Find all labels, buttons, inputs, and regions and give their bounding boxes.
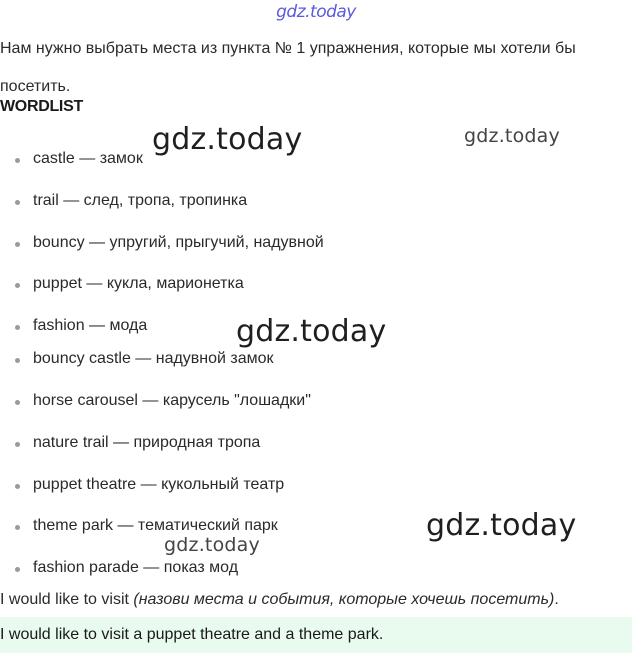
watermark: gdz.today [152, 122, 303, 157]
list-item-text: horse carousel — карусель "лошадки" [33, 392, 311, 409]
bullet-icon [15, 567, 20, 572]
bullet-icon [15, 242, 20, 247]
answer-box [0, 617, 632, 653]
intro-text: Нам нужно выбрать места из пункта № 1 упражнения, которые мы хотели бы посетить. [0, 40, 576, 95]
site-logo[interactable]: gdz.today [276, 2, 356, 22]
answer-text: I would like to visit a puppet theatre and a theme park. [0, 626, 384, 643]
bullet-icon [15, 484, 20, 489]
list-item-text: castle — замок [33, 150, 143, 167]
watermark: gdz.today [164, 534, 260, 556]
task-hint: (назови места и события, которые хочешь посетить) [133, 591, 555, 608]
list-item-text: puppet theatre — кукольный театр [33, 476, 285, 493]
watermark: gdz.today [236, 314, 387, 349]
task-tail: . [554, 591, 559, 608]
list-item-text: bouncy castle — надувной замок [33, 350, 274, 367]
list-item-text: puppet — кукла, марионетка [33, 275, 244, 292]
bullet-icon [15, 525, 20, 530]
bullet-icon [15, 283, 20, 288]
list-item-text: bouncy — упругий, прыгучий, надувной [33, 234, 324, 251]
watermark: gdz.today [464, 125, 560, 147]
wordlist-heading: WORDLIST [0, 98, 83, 115]
task-prompt [0, 591, 559, 609]
bullet-icon [15, 400, 20, 405]
task-lead: I would like to visit [0, 591, 134, 608]
list-item-text: trail — след, тропа, тропинка [33, 192, 248, 209]
bullet-icon [15, 358, 20, 363]
list-item-text: nature trail — природная тропа [33, 434, 261, 451]
bullet-icon [15, 442, 20, 447]
list-item-text: theme park — тематический парк [33, 517, 278, 534]
bullet-icon [15, 158, 20, 163]
list-item-text: fashion — мода [33, 317, 148, 334]
bullet-icon [15, 325, 20, 330]
list-item-text: fashion parade — показ мод [33, 559, 239, 576]
bullet-icon [15, 200, 20, 205]
watermark: gdz.today [426, 508, 577, 543]
